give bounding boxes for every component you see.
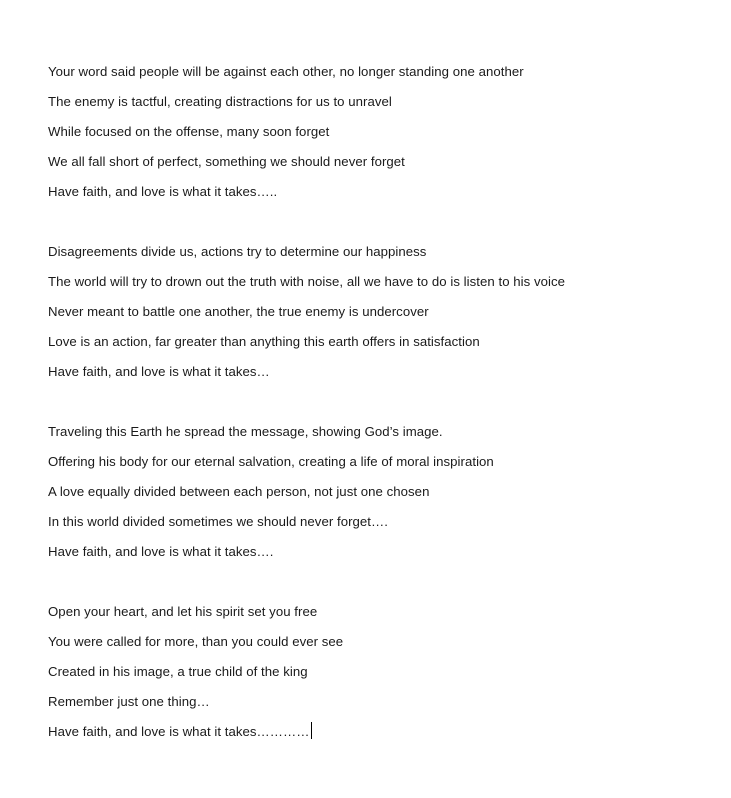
document-body[interactable] <box>48 62 718 782</box>
stanza-3-line-3[interactable]: A love equally divided between each person, not just one chosen <box>48 484 430 499</box>
stanza-3 <box>48 422 718 572</box>
stanza-4-line-5-text: Have faith, and love is what it takes………… <box>48 724 310 739</box>
stanza-2-line-3[interactable]: Never meant to battle one another, the true enemy is undercover <box>48 304 429 319</box>
stanza-1-line-2[interactable]: The enemy is tactful, creating distractions for us to unravel <box>48 94 392 109</box>
stanza-3-line-5[interactable]: Have faith, and love is what it takes…. <box>48 544 274 559</box>
stanza-1 <box>48 62 718 212</box>
stanza-4-line-5[interactable] <box>48 722 718 752</box>
stanza-4 <box>48 602 718 752</box>
stanza-2-line-4[interactable]: Love is an action, far greater than anything this earth offers in satisfaction <box>48 334 480 349</box>
stanza-4-line-4[interactable]: Remember just one thing… <box>48 694 210 709</box>
stanza-4-line-1[interactable]: Open your heart, and let his spirit set you free <box>48 604 318 619</box>
stanza-3-line-4[interactable]: In this world divided sometimes we should never forget…. <box>48 514 388 529</box>
stanza-2 <box>48 242 718 392</box>
text-cursor <box>311 722 312 739</box>
stanza-2-line-2[interactable]: The world will try to drown out the truth with noise, all we have to do is listen to his voice <box>48 274 566 289</box>
stanza-3-line-2[interactable]: Offering his body for our eternal salvation, creating a life of moral inspiration <box>48 454 494 469</box>
stanza-3-line-1[interactable]: Traveling this Earth he spread the message, showing God’s image. <box>48 424 443 439</box>
stanza-2-line-1[interactable]: Disagreements divide us, actions try to determine our happiness <box>48 244 427 259</box>
stanza-4-line-2[interactable]: You were called for more, than you could ever see <box>48 634 344 649</box>
stanza-1-line-1[interactable]: Your word said people will be against each other, no longer standing one another <box>48 64 524 79</box>
stanza-4-line-3[interactable]: Created in his image, a true child of the king <box>48 664 308 679</box>
stanza-1-line-4[interactable]: We all fall short of perfect, something we should never forget <box>48 154 405 169</box>
stanza-2-line-5[interactable]: Have faith, and love is what it takes… <box>48 364 270 379</box>
stanza-1-line-3[interactable]: While focused on the offense, many soon forget <box>48 124 330 139</box>
stanza-1-line-5[interactable]: Have faith, and love is what it takes….. <box>48 184 278 199</box>
